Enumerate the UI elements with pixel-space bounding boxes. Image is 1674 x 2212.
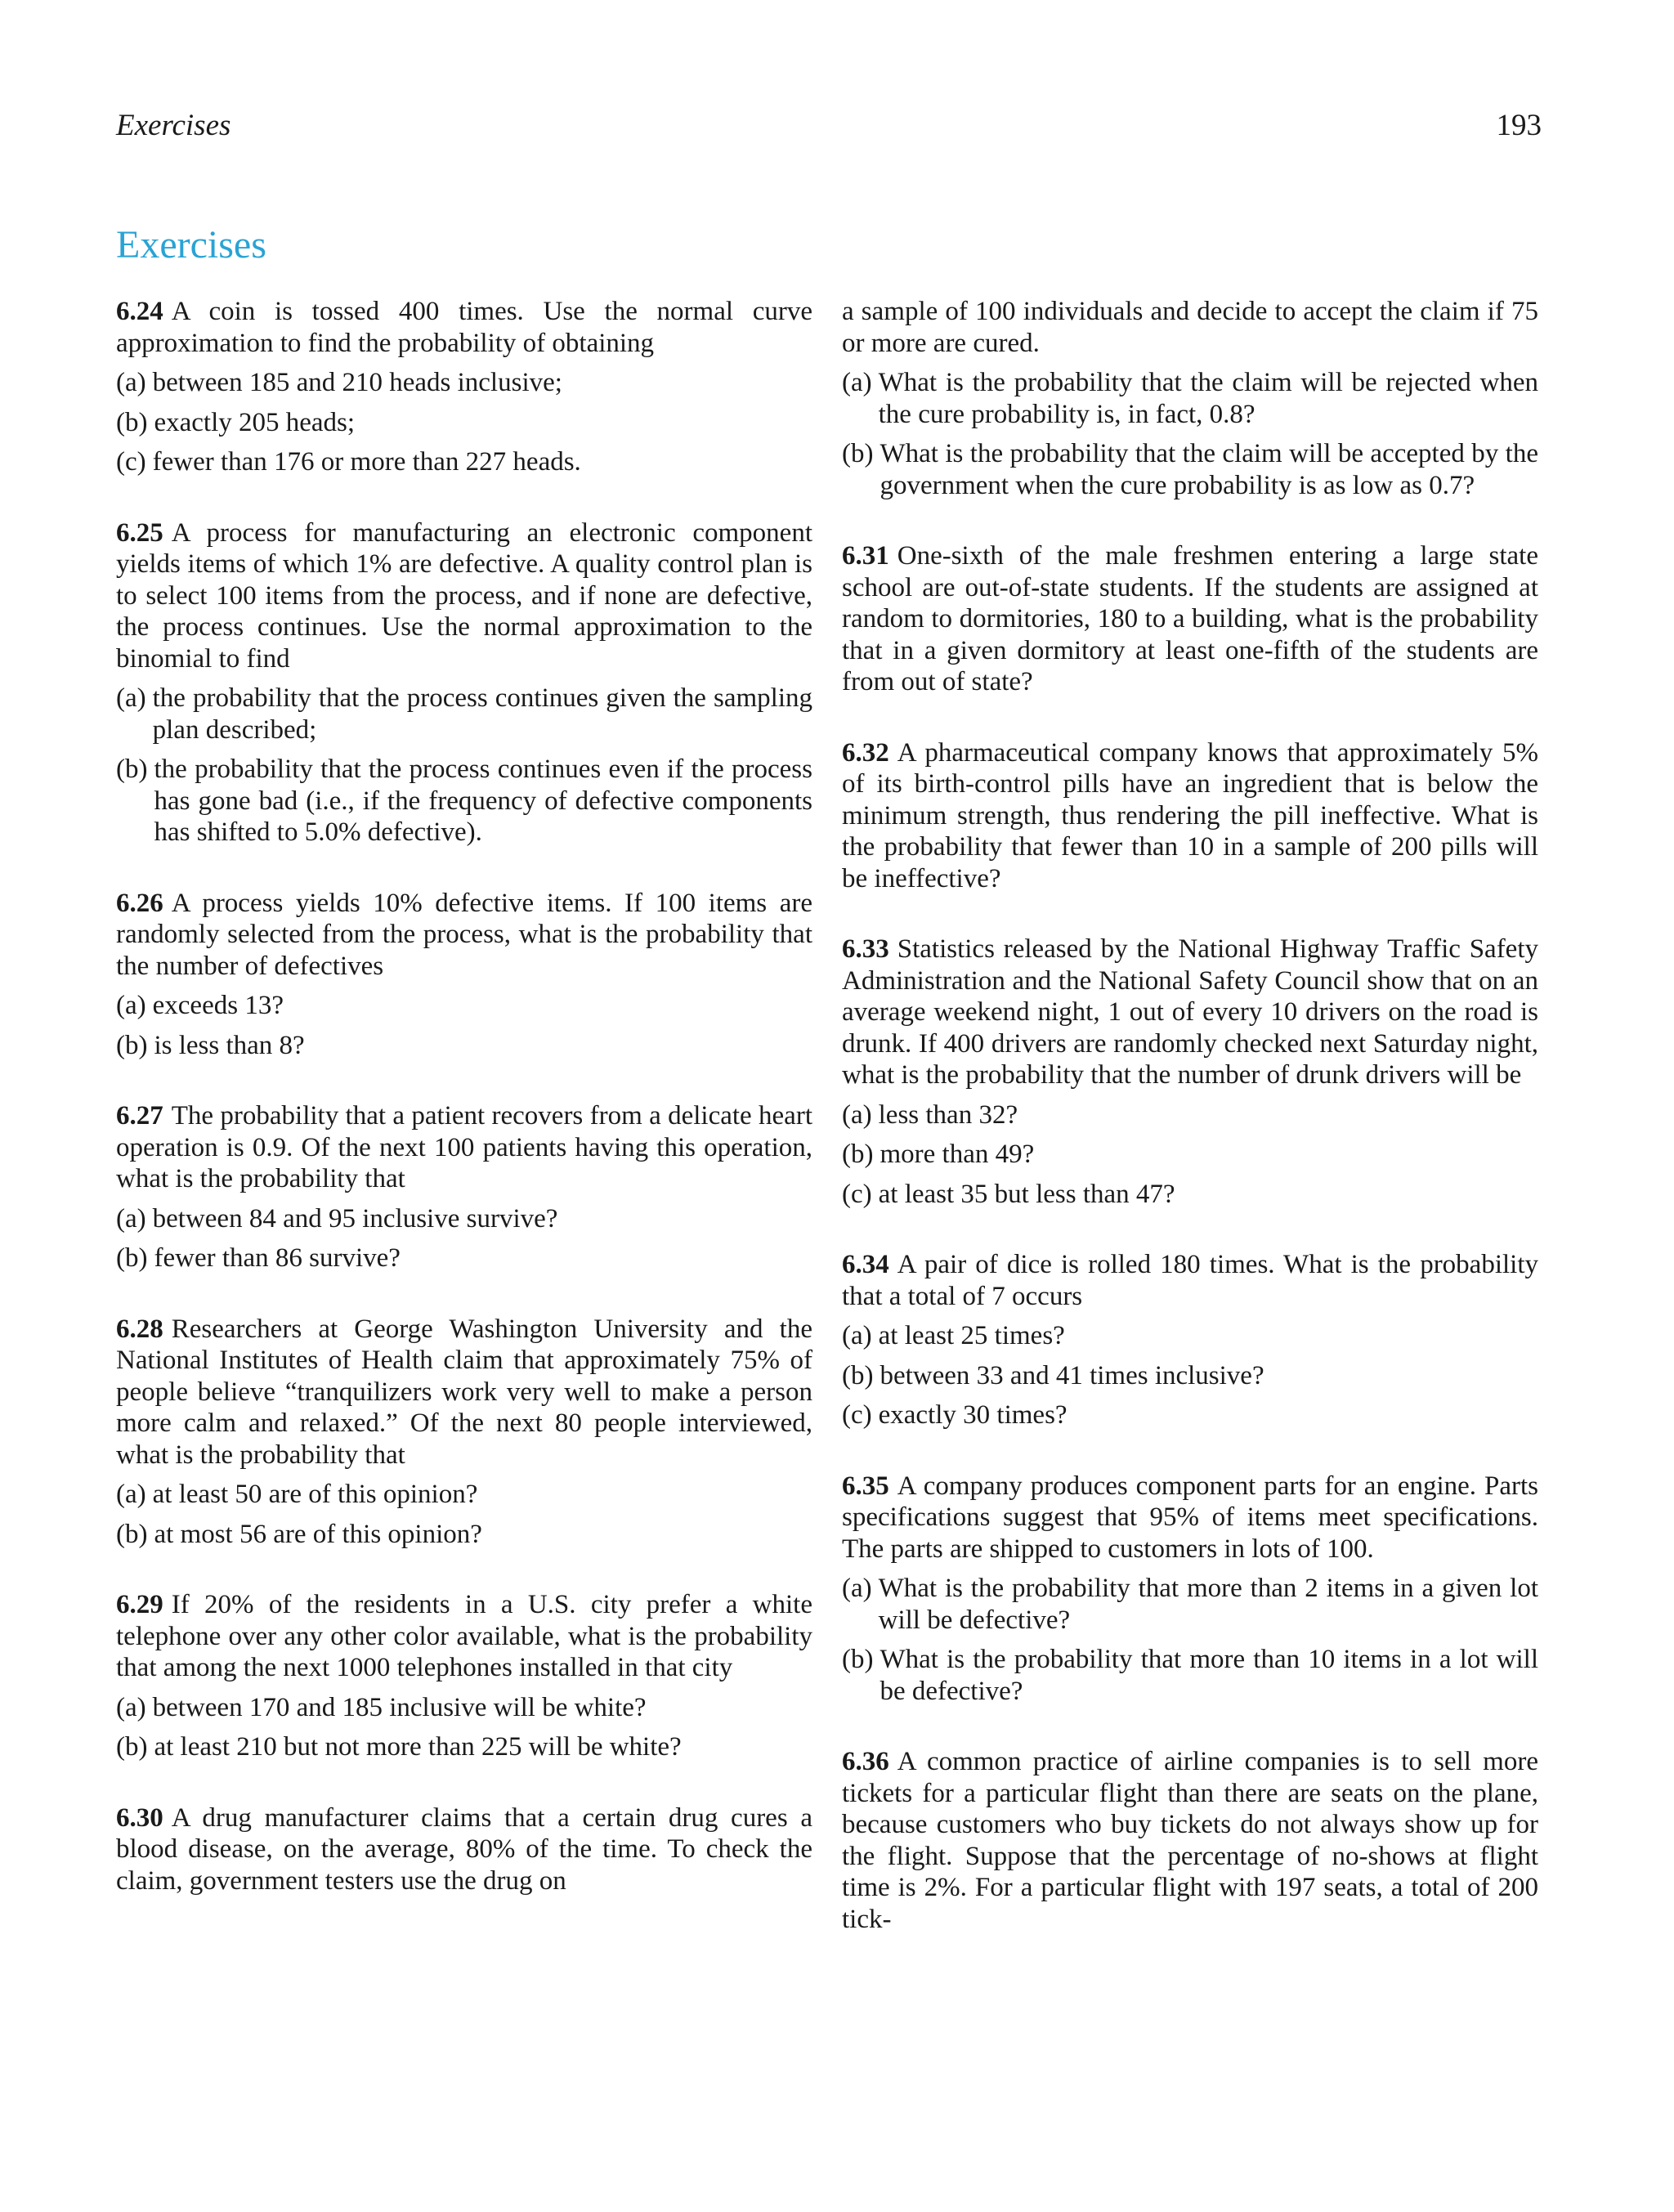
part-text: at least 50 are of this opinion?: [152, 1480, 478, 1509]
section-title: Exercises: [116, 222, 266, 266]
part-text: at most 56 are of this opinion?: [154, 1519, 482, 1549]
part-label: (b): [842, 439, 874, 468]
part-text: between 170 and 185 inclusive will be white?: [152, 1692, 647, 1722]
part-label: (b): [116, 1519, 148, 1549]
part-text: less than 32?: [878, 1099, 1018, 1130]
exercise-statement: [842, 934, 1538, 1091]
exercise-statement: [116, 1589, 812, 1684]
exercise-part: [116, 683, 812, 746]
exercise-part: [842, 1139, 1538, 1171]
exercise-number: 6.26: [116, 888, 163, 918]
part-label: (c): [842, 1179, 872, 1209]
exercise-part: [842, 438, 1538, 501]
exercise-parts: [116, 367, 812, 478]
part-text: is less than 8?: [154, 1030, 305, 1060]
part-text: fewer than 86 survive?: [154, 1243, 401, 1273]
part-text: exceeds 13?: [152, 991, 284, 1020]
part-label: (a): [116, 1203, 146, 1234]
exercise-text: A company produces component parts for an engine. Parts specifications suggest that 95% of items meet specifications. The parts are shipped to customers in lots of 100.: [842, 1471, 1538, 1564]
exercise-statement: [116, 296, 812, 359]
exercise-statement: [116, 1100, 812, 1195]
exercise-number: 6.29: [116, 1590, 163, 1619]
part-text: at least 210 but not more than 225 will be white?: [154, 1732, 682, 1762]
part-label: (a): [116, 368, 146, 397]
part-label: (b): [116, 407, 148, 437]
exercise: [116, 1100, 812, 1274]
part-label: (a): [116, 1692, 146, 1722]
exercise-statement: [116, 1314, 812, 1471]
exercise: [842, 934, 1538, 1210]
part-text: exactly 205 heads;: [154, 407, 356, 437]
exercise-part: [116, 754, 812, 849]
exercise-part: [116, 1030, 812, 1062]
part-label: (a): [842, 1574, 872, 1603]
exercise-text: a sample of 100 individuals and decide to accept the claim if 75 or more are cured.: [842, 297, 1538, 358]
part-label: (a): [842, 368, 872, 397]
exercise-number: 6.35: [842, 1471, 889, 1501]
part-label: (a): [116, 1480, 146, 1509]
exercise: [116, 1802, 812, 1897]
exercise-parts: [116, 683, 812, 849]
exercise-parts: [842, 367, 1538, 501]
part-text: between 185 and 210 heads inclusive;: [152, 368, 562, 397]
exercise-parts: [116, 990, 812, 1061]
exercise-parts: [842, 1099, 1538, 1211]
exercise-part: [116, 1479, 812, 1511]
exercise-number: 6.31: [842, 541, 889, 571]
exercise-number: 6.33: [842, 934, 889, 964]
exercise-number: 6.32: [842, 737, 889, 768]
part-label: (a): [116, 683, 146, 713]
exercise-statement: [116, 517, 812, 675]
part-label: (c): [116, 447, 146, 477]
part-text: exactly 30 times?: [878, 1400, 1068, 1430]
exercise-parts: [116, 1692, 812, 1763]
exercise-part: [842, 1644, 1538, 1707]
part-label: (b): [116, 1030, 148, 1060]
exercise-statement: [842, 737, 1538, 895]
running-title: Exercises: [116, 109, 231, 142]
exercise-part: [842, 1320, 1538, 1352]
part-text: the probability that the process continues given the sampling plan described;: [152, 683, 812, 745]
part-text: What is the probability that more than 2 items in a given lot will be defective?: [878, 1574, 1538, 1635]
part-label: (a): [842, 1099, 872, 1130]
exercise-part: [842, 1573, 1538, 1636]
exercise-text: If 20% of the residents in a U.S. city prefer a white telephone over any other color available, what is the probability that among the next 1000 telephones installed in that city: [116, 1590, 812, 1682]
exercise-text: A drug manufacturer claims that a certain drug cures a blood disease, on the average, 80% of the time. To check the claim, government testers use the drug on: [116, 1802, 812, 1896]
part-text: fewer than 176 or more than 227 heads.: [152, 447, 581, 477]
exercise: [116, 1589, 812, 1763]
part-label: (a): [116, 991, 146, 1020]
part-text: at least 35 but less than 47?: [878, 1179, 1175, 1209]
part-text: What is the probability that the claim will be rejected when the cure probability is, in fact, 0.8?: [878, 368, 1538, 429]
exercise-text: Researchers at George Washington University and the National Institutes of Health claim that approximately 75% of people believe “tranquilizers work very well to make a person more calm and relaxed.” Of the next 80 people interviewed, what is the probability that: [116, 1314, 812, 1470]
part-label: (a): [842, 1321, 872, 1350]
exercise: [842, 1249, 1538, 1431]
exercise: [842, 737, 1538, 895]
exercise-text: A process for manufacturing an electronic component yields items of which 1% are defective. A quality control plan is to select 100 items from the process, and if none are defective, the process continues. Use the normal approximation to the binomial to find: [116, 517, 812, 674]
exercise: [842, 1471, 1538, 1708]
exercise-statement: [842, 540, 1538, 698]
exercise-number: 6.25: [116, 517, 163, 548]
exercise-part: [116, 407, 812, 439]
exercise-number: 6.27: [116, 1101, 163, 1131]
exercise-part: [116, 446, 812, 478]
exercise-text: Statistics released by the National Highway Traffic Safety Administration and the National Safety Council show that on an average weekend night, 1 out of every 10 drivers on the road is drunk. If 400 drivers are randomly checked next Saturday night, what is the probability that the number of drunk drivers will be: [842, 934, 1538, 1090]
exercise: [116, 888, 812, 1062]
exercise-text: A coin is tossed 400 times. Use the normal curve approximation to find the probability of obtaining: [116, 297, 812, 358]
exercise-text: A pair of dice is rolled 180 times. What is the probability that a total of 7 occurs: [842, 1250, 1538, 1311]
part-text: the probability that the process continues even if the process has gone bad (i.e., if the frequency of defective components has shifted to 5.0% defective).: [154, 754, 812, 847]
part-text: between 33 and 41 times inclusive?: [880, 1360, 1264, 1390]
exercise-number: 6.34: [842, 1250, 889, 1279]
exercise-text: A pharmaceutical company knows that approximately 5% of its birth-control pills have an ingredient that is below the minimum strength, thus rendering the pill ineffective. What is the probability that fewer than 10 in a sample of 200 pills will be ineffective?: [842, 737, 1538, 893]
exercise-parts: [116, 1479, 812, 1550]
part-text: What is the probability that the claim will be accepted by the government when the cure probability is as low as 0.7?: [880, 439, 1538, 500]
right-column: [842, 296, 1538, 1974]
exercise-statement: [842, 1471, 1538, 1565]
part-label: (b): [116, 754, 148, 784]
exercise-text: The probability that a patient recovers from a delicate heart operation is 0.9. Of the next 100 patients having this operation, what is the probability that: [116, 1101, 812, 1193]
part-text: more than 49?: [880, 1140, 1035, 1169]
part-text: What is the probability that more than 10 items in a lot will be defective?: [880, 1645, 1538, 1706]
exercise-parts: [116, 1203, 812, 1274]
exercise-statement: [842, 296, 1538, 359]
exercise-statement: [116, 888, 812, 983]
part-label: (c): [842, 1400, 872, 1430]
exercise-part: [842, 367, 1538, 430]
left-column: [116, 296, 812, 1936]
exercise-part: [116, 1203, 812, 1235]
exercise-part: [116, 1519, 812, 1551]
exercise: [842, 296, 1538, 501]
part-label: (b): [116, 1732, 148, 1762]
exercise-number: 6.36: [842, 1747, 889, 1776]
exercise-statement: [842, 1249, 1538, 1312]
exercise: [116, 1314, 812, 1551]
exercise-part: [116, 990, 812, 1022]
exercise-statement: [116, 1802, 812, 1897]
exercise: [842, 1746, 1538, 1935]
exercise-part: [116, 1692, 812, 1724]
exercise-number: 6.30: [116, 1802, 163, 1833]
exercise: [842, 540, 1538, 698]
exercise-part: [842, 1399, 1538, 1431]
exercise-text: A process yields 10% defective items. If 100 items are randomly selected from the process, what is the probability that the number of defectives: [116, 888, 812, 981]
exercise-part: [116, 1731, 812, 1763]
exercise: [116, 296, 812, 478]
exercise-part: [116, 1243, 812, 1274]
exercise-statement: [842, 1746, 1538, 1935]
part-label: (b): [842, 1645, 874, 1674]
exercise-part: [842, 1360, 1538, 1392]
page-number: 193: [1496, 109, 1542, 142]
exercise-part: [842, 1179, 1538, 1211]
exercise: [116, 517, 812, 849]
exercise-text: A common practice of airline companies is to sell more tickets for a particular flight than there are seats on the plane, because customers who buy tickets do not always show up for the flight. Suppose that the percentage of no-shows at flight time is 2%. For a particular flight with 197 seats, a total of 200 tick-: [842, 1747, 1538, 1934]
exercise-parts: [842, 1320, 1538, 1431]
part-label: (b): [842, 1140, 874, 1169]
part-text: between 84 and 95 inclusive survive?: [152, 1203, 558, 1234]
exercise-parts: [842, 1573, 1538, 1707]
part-label: (b): [116, 1243, 148, 1273]
part-label: (b): [842, 1360, 874, 1390]
part-text: at least 25 times?: [878, 1321, 1065, 1350]
exercise-part: [116, 367, 812, 399]
exercise-number: 6.24: [116, 297, 163, 326]
exercise-number: 6.28: [116, 1314, 163, 1344]
exercise-part: [842, 1099, 1538, 1131]
exercise-text: One-sixth of the male freshmen entering a large state school are out-of-state students. If the students are assigned at random to dormitories, 180 to a building, what is the probability that in a given dormitory at least one-fifth of the students are from out of state?: [842, 541, 1538, 696]
